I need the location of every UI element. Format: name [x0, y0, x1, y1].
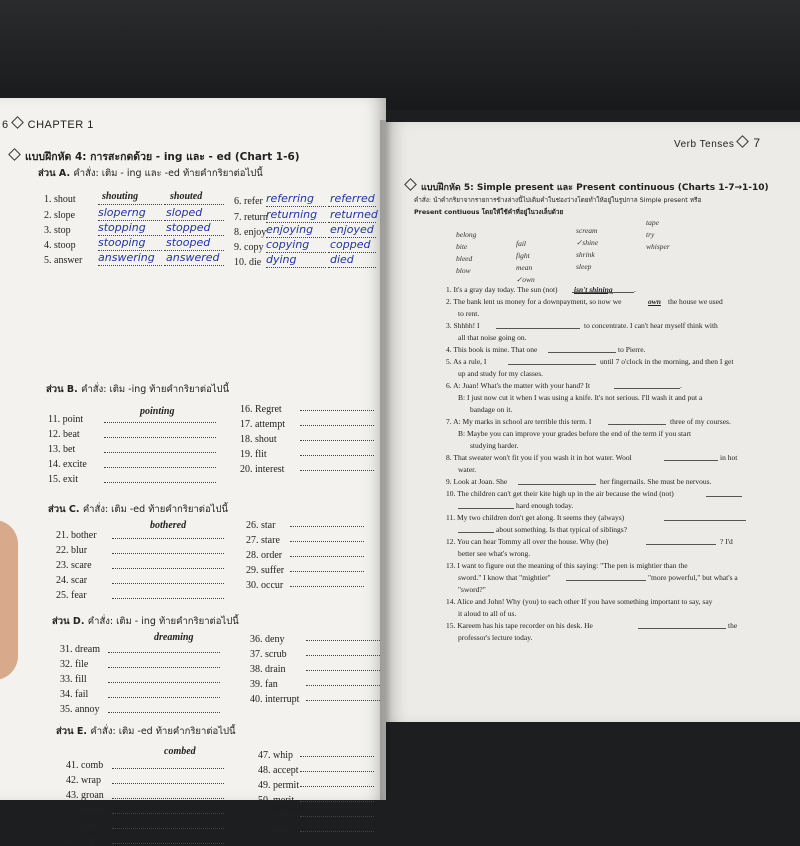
word-bank-item: mean — [516, 263, 533, 272]
diamond-icon — [404, 178, 417, 191]
question-9: 9. Look at Joan. She — [446, 477, 508, 486]
answer-filled: own — [648, 297, 661, 306]
answer-line — [572, 284, 634, 293]
verb-item: 31. dream — [60, 644, 100, 655]
answer-blank — [104, 457, 216, 468]
verb-item: 29. suffer — [246, 565, 285, 576]
handwritten-answer: died — [330, 253, 354, 266]
question-7-end: three of my courses. — [670, 417, 731, 426]
answer-blank — [300, 400, 374, 411]
answer-blank — [112, 773, 224, 784]
verb-item: 22. blur — [56, 545, 88, 556]
answer-blank — [290, 576, 364, 587]
answer-blank — [306, 675, 380, 686]
left-page — [0, 98, 386, 846]
handwritten-answer: sloperng — [98, 206, 146, 219]
answer-blank — [112, 528, 224, 539]
word-bank-item: ✓shine — [576, 238, 599, 247]
verb-item: 41. comb — [66, 760, 104, 771]
question-15-end: the — [728, 621, 738, 630]
verb-item: 48. accept — [258, 765, 299, 776]
book-spine-shadow — [380, 120, 392, 800]
verb-item: 24. scar — [56, 575, 88, 586]
verb-item: 10. die — [234, 257, 262, 268]
handwritten-answer: answered — [166, 251, 220, 264]
verb-item: 25. fear — [56, 590, 87, 601]
verb-item: 18. shout — [240, 434, 277, 445]
handwritten-answer: stopping — [98, 221, 146, 234]
verb-item: 34. fail — [60, 689, 89, 700]
handwritten-answer: returned — [330, 208, 378, 221]
answer-blank — [112, 573, 224, 584]
question-6-b: B: I just now cut it when I was using a knife. It's not serious. I'll wash it and put a — [458, 393, 703, 402]
word-bank-item: blow — [456, 266, 471, 275]
question-2-cont: to rent. — [458, 309, 480, 318]
answer-blank — [290, 546, 364, 557]
verb-item: 16. Regret — [240, 404, 282, 415]
section-a-heading: ส่วน A. คำสั่ง: เติม - ing และ -ed ท้ายคำกริยาต่อไปนี้ — [38, 168, 263, 179]
answer-blank — [290, 561, 364, 572]
question-11: 11. My two children don't get along. It seems they (always) — [446, 513, 625, 522]
question-15-cont: professor's lecture today. — [458, 633, 533, 642]
section-c-heading: ส่วน C. คำสั่ง: เติม -ed ท้ายคำกริยาต่อไปนี้ — [48, 504, 228, 515]
desk-background — [0, 0, 800, 110]
handwritten-answer: dying — [266, 253, 297, 266]
handwritten-answer: enjoyed — [330, 223, 374, 236]
answer-blank — [112, 543, 224, 554]
verb-tenses-header: Verb Tenses 7 — [674, 136, 761, 150]
answer-line — [458, 500, 514, 509]
chapter-header — [2, 118, 94, 131]
right-page — [386, 122, 800, 722]
answer-blank — [300, 430, 374, 441]
verb-item: 50. merit — [258, 795, 295, 806]
answer-blank — [300, 415, 374, 426]
handwritten-answer: copped — [330, 238, 371, 251]
answer-line — [518, 476, 596, 485]
question-6: 6. A: Juan! What's the matter with your hand? It — [446, 381, 591, 390]
example-ed: shouted — [170, 191, 203, 202]
answer-blank — [300, 746, 374, 757]
verb-item: 3. stop — [44, 225, 71, 236]
question-5: 5. As a rule, I — [446, 357, 487, 366]
question-5-end: until 7 o'clock in the morning, and then I get — [600, 357, 734, 366]
word-bank-item: shrink — [576, 250, 595, 259]
verb-item: 38. drain — [250, 664, 286, 675]
verb-item: 35. annoy — [60, 704, 100, 715]
answer-blank — [112, 758, 224, 769]
answer-blank — [300, 776, 374, 787]
exercise-5-title: แบบฝึกหัด 5: Simple present และ Present continuous (Charts 1-7→1-10) — [402, 180, 769, 194]
answer-blank — [98, 194, 162, 205]
question-4-end: to Pierre. — [618, 345, 646, 354]
handwritten-answer: answering — [98, 251, 155, 264]
question-13-b: sword." I know that "mightier" — [458, 573, 551, 582]
section-e-heading: ส่วน E. คำสั่ง: เติม -ed ท้ายคำกริยาต่อไปนี้ — [56, 726, 236, 737]
answer-line — [646, 536, 716, 545]
question-13-c: "more powerful," but what's a — [648, 573, 738, 582]
question-10-cont: hard enough today. — [516, 501, 574, 510]
question-7-b: B: Maybe you can improve your grades before the end of the term if you start — [458, 429, 692, 438]
answer-filled: isn't shining — [574, 285, 613, 294]
answer-blank — [306, 660, 380, 671]
answer-line — [664, 452, 718, 461]
verb-item: 12. beat — [48, 429, 80, 440]
verb-item: 1. shout — [44, 194, 76, 205]
verb-item: 42. wrap — [66, 775, 101, 786]
word-bank-item: bite — [456, 242, 468, 251]
handwritten-answer: referring — [266, 192, 314, 205]
finger — [0, 520, 18, 680]
verb-item: 19. flit — [240, 449, 267, 460]
verb-item: 47. whip — [258, 750, 293, 761]
verb-item: 51. whisper — [258, 810, 305, 821]
question-8-cont: water. — [458, 465, 477, 474]
word-bank-item: try — [646, 230, 655, 239]
question-3-cont: all that noise going on. — [458, 333, 527, 342]
question-8: 8. That sweater won't fit you if you wash it in hot water. Wool — [446, 453, 632, 462]
handwritten-answer: stopped — [166, 221, 211, 234]
question-1-end: . — [634, 285, 636, 294]
answer-blank — [108, 672, 220, 683]
answer-line — [458, 524, 494, 533]
word-bank-item: scream — [576, 226, 598, 235]
question-5-cont: up and study for my classes. — [458, 369, 543, 378]
diamond-icon — [8, 148, 21, 161]
question-7-c: studying harder. — [470, 441, 519, 450]
sectionC-example: bothered — [150, 520, 187, 531]
question-1: 1. It's a gray day today. The sun (not) — [446, 285, 558, 294]
question-3-end: to concentrate. I can't hear myself think with — [584, 321, 718, 330]
verb-item: 7. return — [234, 212, 268, 223]
section-d-heading: ส่วน D. คำสั่ง: เติม - ing ท้ายคำกริยาต่อไปนี้ — [52, 616, 239, 627]
question-11-cont: about something. Is that typical of siblings? — [496, 525, 628, 534]
question-13: 13. I want to figure out the meaning of this saying: "The pen is mightier than the — [446, 561, 688, 570]
answer-blank — [108, 702, 220, 713]
diamond-icon — [736, 135, 749, 148]
exercise-4-title: แบบฝึกหัด 4: การสะกดด้วย - ing และ - ed (Chart 1-6) — [6, 148, 300, 165]
verb-item: 39. fan — [250, 679, 278, 690]
verb-item: 9. copy — [234, 242, 264, 253]
verb-item: 44. occupy — [66, 805, 110, 816]
verb-item: 32. file — [60, 659, 89, 670]
verb-item: 21. bother — [56, 530, 97, 541]
question-3: 3. Shhhh! I — [446, 321, 480, 330]
answer-line — [548, 344, 616, 353]
word-bank-item: fight — [516, 251, 530, 260]
verb-item: 40. interrupt — [250, 694, 300, 705]
verb-item: 30. occur — [246, 580, 284, 591]
exercise-5-instruction: คำสั่ง: นำคำกริยาจากรายการข้างล่างนี้ไปเติมคำในช่องว่างโดยทำให้อยู่ในรูปกาล Simple present หรือ — [414, 196, 702, 204]
verb-item: 15. exit — [48, 474, 78, 485]
answer-blank — [112, 833, 224, 844]
verb-item: 13. bet — [48, 444, 76, 455]
answer-blank — [164, 194, 224, 205]
answer-line — [566, 572, 646, 581]
answer-blank — [104, 412, 216, 423]
question-12: 12. You can hear Tommy all over the house. Why (he) — [446, 537, 609, 546]
verb-item: 33. fill — [60, 674, 87, 685]
answer-line — [664, 512, 746, 521]
question-2: 2. The bank lent us money for a downpayment, so now we — [446, 297, 622, 306]
verb-item: 36. deny — [250, 634, 285, 645]
verb-item: 17. attempt — [240, 419, 285, 430]
word-bank-item: tape — [646, 218, 659, 227]
verb-item: 45. spray — [66, 820, 103, 831]
verb-item: 37. scrub — [250, 649, 287, 660]
question-4: 4. This book is mine. That one — [446, 345, 538, 354]
exercise-5-instruction-2: Present contiuous โดยให้ใช้คำที่อยู่ในวงเล็บด้วย — [414, 208, 564, 216]
verb-item: 11. point — [48, 414, 84, 425]
word-bank-item: whisper — [646, 242, 670, 251]
verb-item: 6. refer — [234, 196, 263, 207]
answer-blank — [300, 460, 374, 471]
answer-blank — [112, 788, 224, 799]
verb-item: 52. infer — [258, 825, 292, 836]
handwritten-answer: stooping — [98, 236, 146, 249]
verb-item: 4. stoop — [44, 240, 76, 251]
answer-blank — [306, 690, 380, 701]
answer-line — [508, 356, 596, 365]
question-14-cont: it aloud to all of us. — [458, 609, 517, 618]
answer-blank — [300, 821, 374, 832]
handwritten-answer: copying — [266, 238, 310, 251]
handwritten-answer: sloped — [166, 206, 203, 219]
answer-blank — [108, 642, 220, 653]
answer-blank — [112, 803, 224, 814]
answer-blank — [300, 806, 374, 817]
verb-item: 43. groan — [66, 790, 104, 801]
verb-item: 2. slope — [44, 210, 76, 221]
verb-item: 5. answer — [44, 255, 83, 266]
verb-item: 49. permit — [258, 780, 300, 791]
chapter-label: CHAPTER 1 — [27, 119, 94, 131]
verb-item: 46. wipe — [66, 835, 101, 846]
example-ing: shouting — [102, 191, 139, 202]
answer-blank — [290, 531, 364, 542]
question-13-d: "sword?" — [458, 585, 486, 594]
question-6-c: bandage on it. — [470, 405, 513, 414]
answer-line — [608, 416, 666, 425]
verb-item: 20. interest — [240, 464, 285, 475]
answer-blank — [104, 442, 216, 453]
answer-line — [706, 488, 742, 497]
question-12-end: ? I'd — [720, 537, 733, 546]
handwritten-answer: stooped — [166, 236, 211, 249]
question-6-end: . — [680, 381, 682, 390]
word-bank-item: bleed — [456, 254, 473, 263]
word-bank-item: belong — [456, 230, 477, 239]
word-bank-item: fail — [516, 239, 527, 248]
verb-item: 14. excite — [48, 459, 87, 470]
answer-blank — [290, 516, 364, 527]
verb-item: 27. stare — [246, 535, 280, 546]
answer-blank — [108, 687, 220, 698]
question-14: 14. Alice and John! Why (you) to each other If you have something important to say, say — [446, 597, 713, 606]
word-bank-item: sleep — [576, 262, 592, 271]
answer-blank — [104, 427, 216, 438]
question-9-end: her fingernails. She must be nervous. — [600, 477, 712, 486]
diamond-icon — [11, 116, 24, 129]
word-bank-item: ✓own — [516, 275, 535, 284]
sectionB-example: pointing — [140, 406, 175, 417]
answer-blank — [112, 558, 224, 569]
handwritten-answer: enjoying — [266, 223, 314, 236]
question-15: 15. Kareem has his tape recorder on his desk. He — [446, 621, 593, 630]
verb-item: 23. scare — [56, 560, 92, 571]
question-10: 10. The children can't get their kite high up in the air because the wind (not) — [446, 489, 674, 498]
answer-blank — [300, 445, 374, 456]
verb-item: 28. order — [246, 550, 283, 561]
answer-blank — [112, 818, 224, 829]
answer-line — [614, 380, 680, 389]
answer-blank — [300, 791, 374, 802]
question-7: 7. A: My marks in school are terrible this term. I — [446, 417, 592, 426]
page-number: 6 — [2, 119, 9, 131]
verb-item: 26. star — [246, 520, 276, 531]
question-8-end: in hot — [720, 453, 738, 462]
question-12-cont: better see what's wrong. — [458, 549, 531, 558]
handwritten-answer: referred — [330, 192, 375, 205]
sectionE-example: combed — [164, 746, 196, 757]
answer-blank — [108, 657, 220, 668]
answer-blank — [306, 630, 380, 641]
answer-blank — [104, 472, 216, 483]
question-2-end: the house we used — [668, 297, 723, 306]
answer-blank — [306, 645, 380, 656]
answer-line — [496, 320, 580, 329]
section-b-heading: ส่วน B. คำสั่ง: เติม -ing ท้ายคำกริยาต่อไปนี้ — [46, 384, 230, 395]
verb-item: 8. enjoy — [234, 227, 267, 238]
answer-blank — [112, 588, 224, 599]
answer-line — [638, 620, 726, 629]
sectionD-example: dreaming — [154, 632, 194, 643]
answer-blank — [300, 761, 374, 772]
handwritten-answer: returning — [266, 208, 318, 221]
